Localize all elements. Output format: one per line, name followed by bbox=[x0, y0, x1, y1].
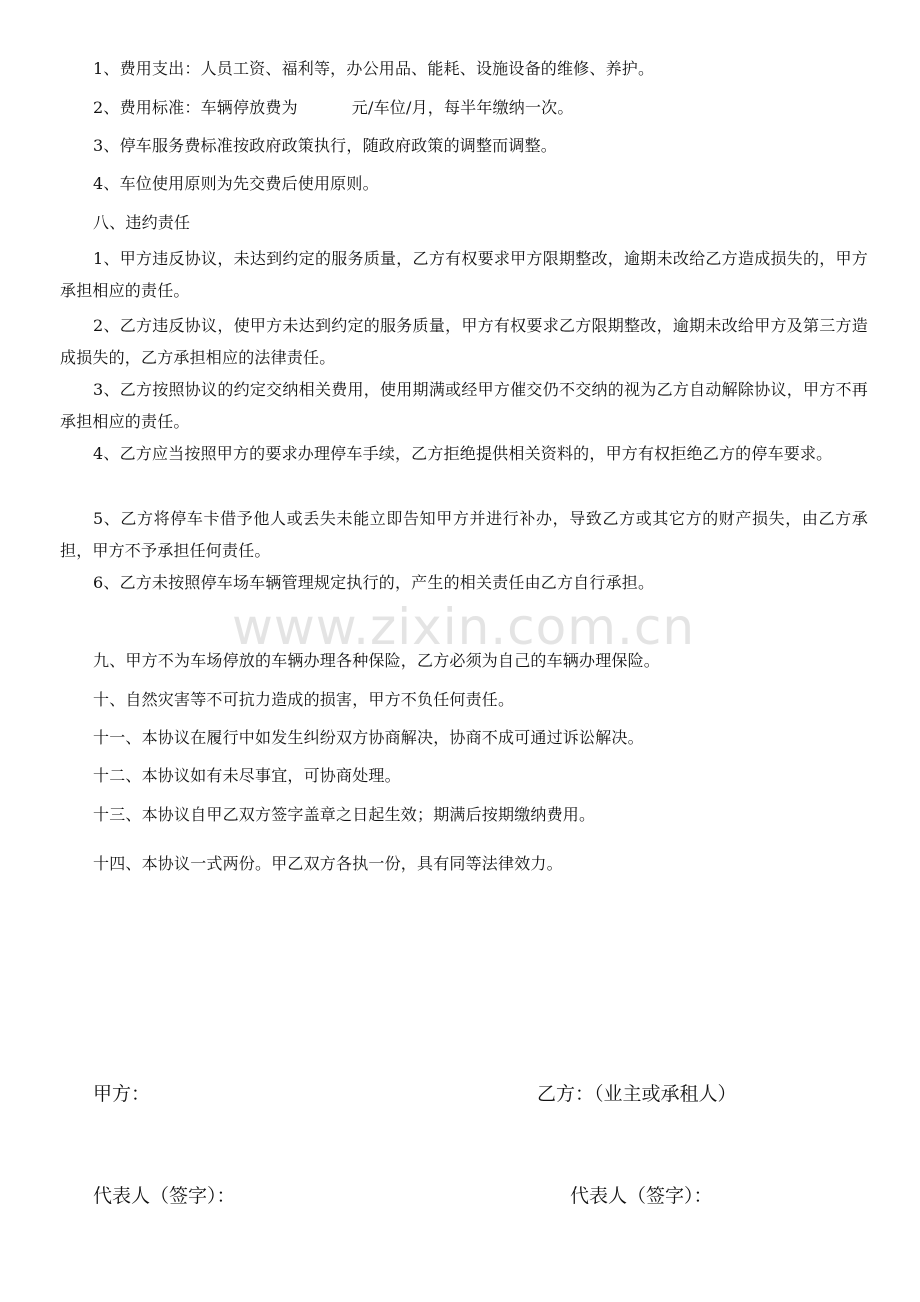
liability-item: 1、甲方违反协议，未达到约定的服务质量，乙方有权要求甲方限期整改，逾期未改给乙方造成损失的，甲方承担相应的责任。 bbox=[60, 249, 868, 300]
fee-policy: 3、停车服务费标准按政府政策执行，随政府政策的调整而调整。 bbox=[93, 136, 557, 155]
clause-force-majeure: 十、自然灾害等不可抗力造成的损害，甲方不负任何责任。 bbox=[93, 690, 515, 709]
liability-item: 3、乙方按照协议的约定交纳相关费用，使用期满或经甲方催交仍不交纳的视为乙方自动解除协议，甲方不再承担相应的责任。 bbox=[60, 380, 868, 431]
party-a-representative: 代表人（签字）： bbox=[93, 1185, 236, 1207]
liability-item: 2、乙方违反协议，使甲方未达到约定的服务质量，甲方有权要求乙方限期整改，逾期未改给甲方及第三方造成损失的，乙方承担相应的法律责任。 bbox=[60, 316, 868, 367]
fee-usage-principle: 4、车位使用原则为先交费后使用原则。 bbox=[93, 174, 379, 193]
clause-dispute: 十一、本协议在履行中如发生纠纷双方协商解决，协商不成可通过诉讼解决。 bbox=[93, 728, 644, 747]
liability-item: 6、乙方未按照停车场车辆管理规定执行的，产生的相关责任由乙方自行承担。 bbox=[93, 573, 655, 592]
fee-standard bbox=[93, 92, 868, 124]
party-a-label: 甲方： bbox=[93, 1083, 151, 1105]
fee-expenditure: 1、费用支出：人员工资、福利等，办公用品、能耗、设施设备的维修、养护。 bbox=[93, 59, 655, 78]
clause-unresolved: 十二、本协议如有未尽事宜，可协商处理。 bbox=[93, 766, 401, 785]
party-b-representative: 代表人（签字）： bbox=[570, 1185, 713, 1207]
watermark: www.zixin.com.cn bbox=[232, 598, 696, 656]
clause-effective: 十三、本协议自甲乙双方签字盖章之日起生效；期满后按期缴纳费用。 bbox=[93, 805, 596, 824]
clause-insurance: 九、甲方不为车场停放的车辆办理各种保险，乙方必须为自己的车辆办理保险。 bbox=[93, 651, 661, 670]
clause-copies: 十四、本协议一式两份。甲乙双方各执一份，具有同等法律效力。 bbox=[93, 854, 563, 873]
fee-standard-prefix: 2、费用标准：车辆停放费为 bbox=[93, 98, 298, 117]
liability-item: 4、乙方应当按照甲方的要求办理停车手续，乙方拒绝提供相关资料的，甲方有权拒绝乙方的停车要求。 bbox=[93, 444, 833, 463]
party-b-label: 乙方：（业主或承租人） bbox=[537, 1083, 737, 1105]
fee-standard-suffix: 元/车位/月，每半年缴纳一次。 bbox=[351, 98, 574, 117]
liability-item: 5、乙方将停车卡借予他人或丢失未能立即告知甲方并进行补办，导致乙方或其它方的财产损失，由乙方承担，甲方不予承担任何责任。 bbox=[60, 509, 868, 560]
section-heading-liability: 八、违约责任 bbox=[93, 213, 191, 232]
